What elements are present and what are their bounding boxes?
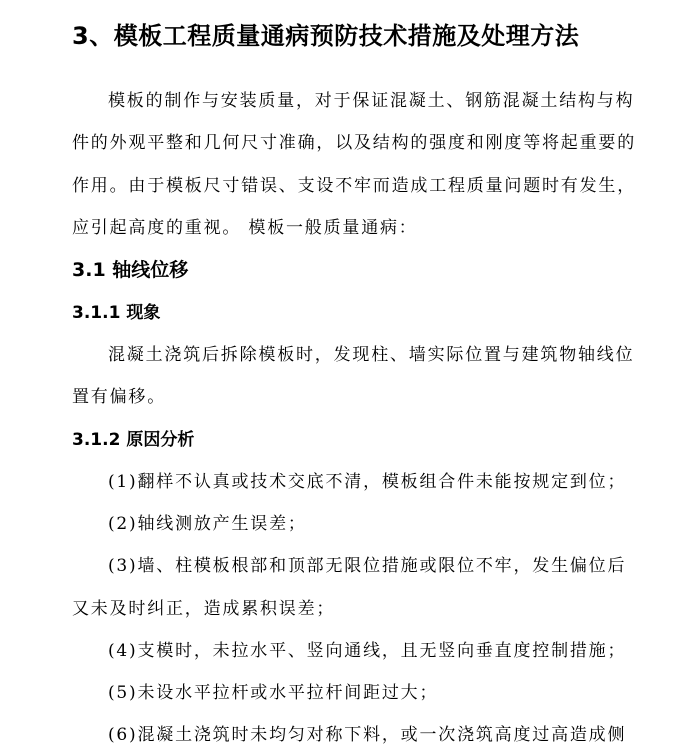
paragraph-line: 模板的制作与安装质量，对于保证混凝土、钢筋混凝土结构与构 (108, 91, 635, 111)
paragraph-line: 作用。由于模板尺寸错误、支设不牢而造成工程质量问题时有发生， (72, 176, 636, 196)
sub-subsection-title: 3.1.2 原因分析 (72, 430, 195, 450)
list-item-continuation: 又未及时纠正，造成累积误差； (72, 599, 336, 619)
list-item: (6)混凝土浇筑时未均匀对称下料，或一次浇筑高度过高造成侧 (108, 725, 627, 745)
sub-subsection-title: 3.1.1 现象 (72, 303, 161, 323)
section-title: 3、模板工程质量通病预防技术措施及处理方法 (72, 22, 580, 50)
subsection-title: 3.1 轴线位移 (72, 259, 189, 281)
list-item: (1)翻样不认真或技术交底不清，模板组合件未能按规定到位； (108, 472, 627, 492)
list-item: (4)支模时，未拉水平、竖向通线，且无竖向垂直度控制措施； (108, 641, 627, 661)
paragraph-line: 件的外观平整和几何尺寸准确，以及结构的强度和刚度等将起重要的 (72, 133, 636, 153)
paragraph-line: 置有偏移。 (72, 387, 166, 407)
paragraph-line: 应引起高度的重视。 模板一般质量通病： (72, 218, 418, 238)
list-item: (2)轴线测放产生误差； (108, 514, 307, 534)
list-item: (3)墙、柱模板根部和顶部无限位措施或限位不牢，发生偏位后 (108, 556, 627, 576)
list-item: (5)未设水平拉杆或水平拉杆间距过大； (108, 683, 439, 703)
paragraph-line: 混凝土浇筑后拆除模板时，发现柱、墙实际位置与建筑物轴线位 (108, 345, 635, 365)
